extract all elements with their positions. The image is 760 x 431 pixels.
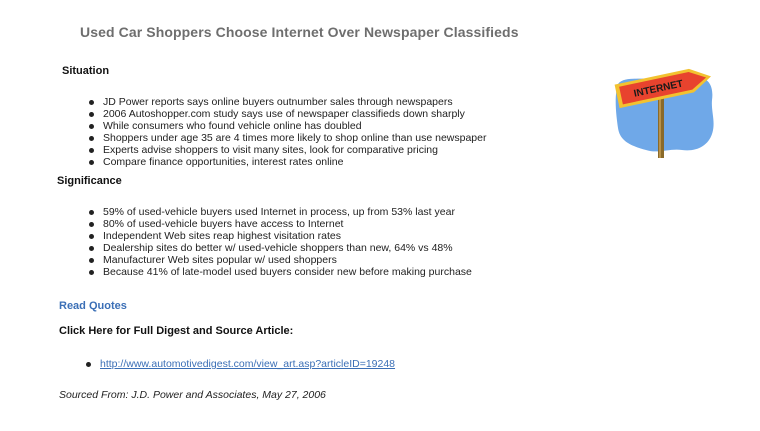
list-item: [86, 358, 395, 370]
list-item: While consumers who found vehicle online has doubled: [88, 120, 487, 132]
source-citation: Sourced From: J.D. Power and Associates, May 27, 2006: [59, 389, 326, 401]
situation-list: [88, 96, 487, 168]
list-item: JD Power reports says online buyers outnumber sales through newspapers: [88, 96, 487, 108]
read-quotes-link[interactable]: Read Quotes: [59, 300, 127, 312]
list-item: Manufacturer Web sites popular w/ used shoppers: [88, 254, 472, 266]
significance-list: [88, 206, 472, 278]
list-item: Experts advise shoppers to visit many sites, look for comparative pricing: [88, 144, 487, 156]
list-item: 80% of used-vehicle buyers have access to Internet: [88, 218, 472, 230]
situation-heading: Situation: [62, 65, 110, 77]
full-digest-heading: Click Here for Full Digest and Source Article:: [59, 325, 294, 337]
significance-heading: Significance: [57, 175, 122, 187]
internet-sign-icon: [612, 56, 720, 160]
list-item: Dealership sites do better w/ used-vehicle shoppers than new, 64% vs 48%: [88, 242, 472, 254]
page-title: Used Car Shoppers Choose Internet Over Newspaper Classifieds: [80, 24, 519, 40]
list-item: Because 41% of late-model used buyers consider new before making purchase: [88, 266, 472, 278]
source-link-list: [86, 358, 395, 370]
list-item: 59% of used-vehicle buyers used Internet in process, up from 53% last year: [88, 206, 472, 218]
list-item: Shoppers under age 35 are 4 times more likely to shop online than use newspaper: [88, 132, 487, 144]
list-item: Independent Web sites reap highest visitation rates: [88, 230, 472, 242]
sign-label: INTERNET: [632, 78, 685, 100]
list-item: Compare finance opportunities, interest rates online: [88, 156, 487, 168]
list-item: 2006 Autoshopper.com study says use of newspaper classifieds down sharply: [88, 108, 487, 120]
internet-sign-clipart: [612, 56, 720, 160]
article-url-link[interactable]: http://www.automotivedigest.com/view_art.asp?articleID=19248: [100, 358, 396, 370]
